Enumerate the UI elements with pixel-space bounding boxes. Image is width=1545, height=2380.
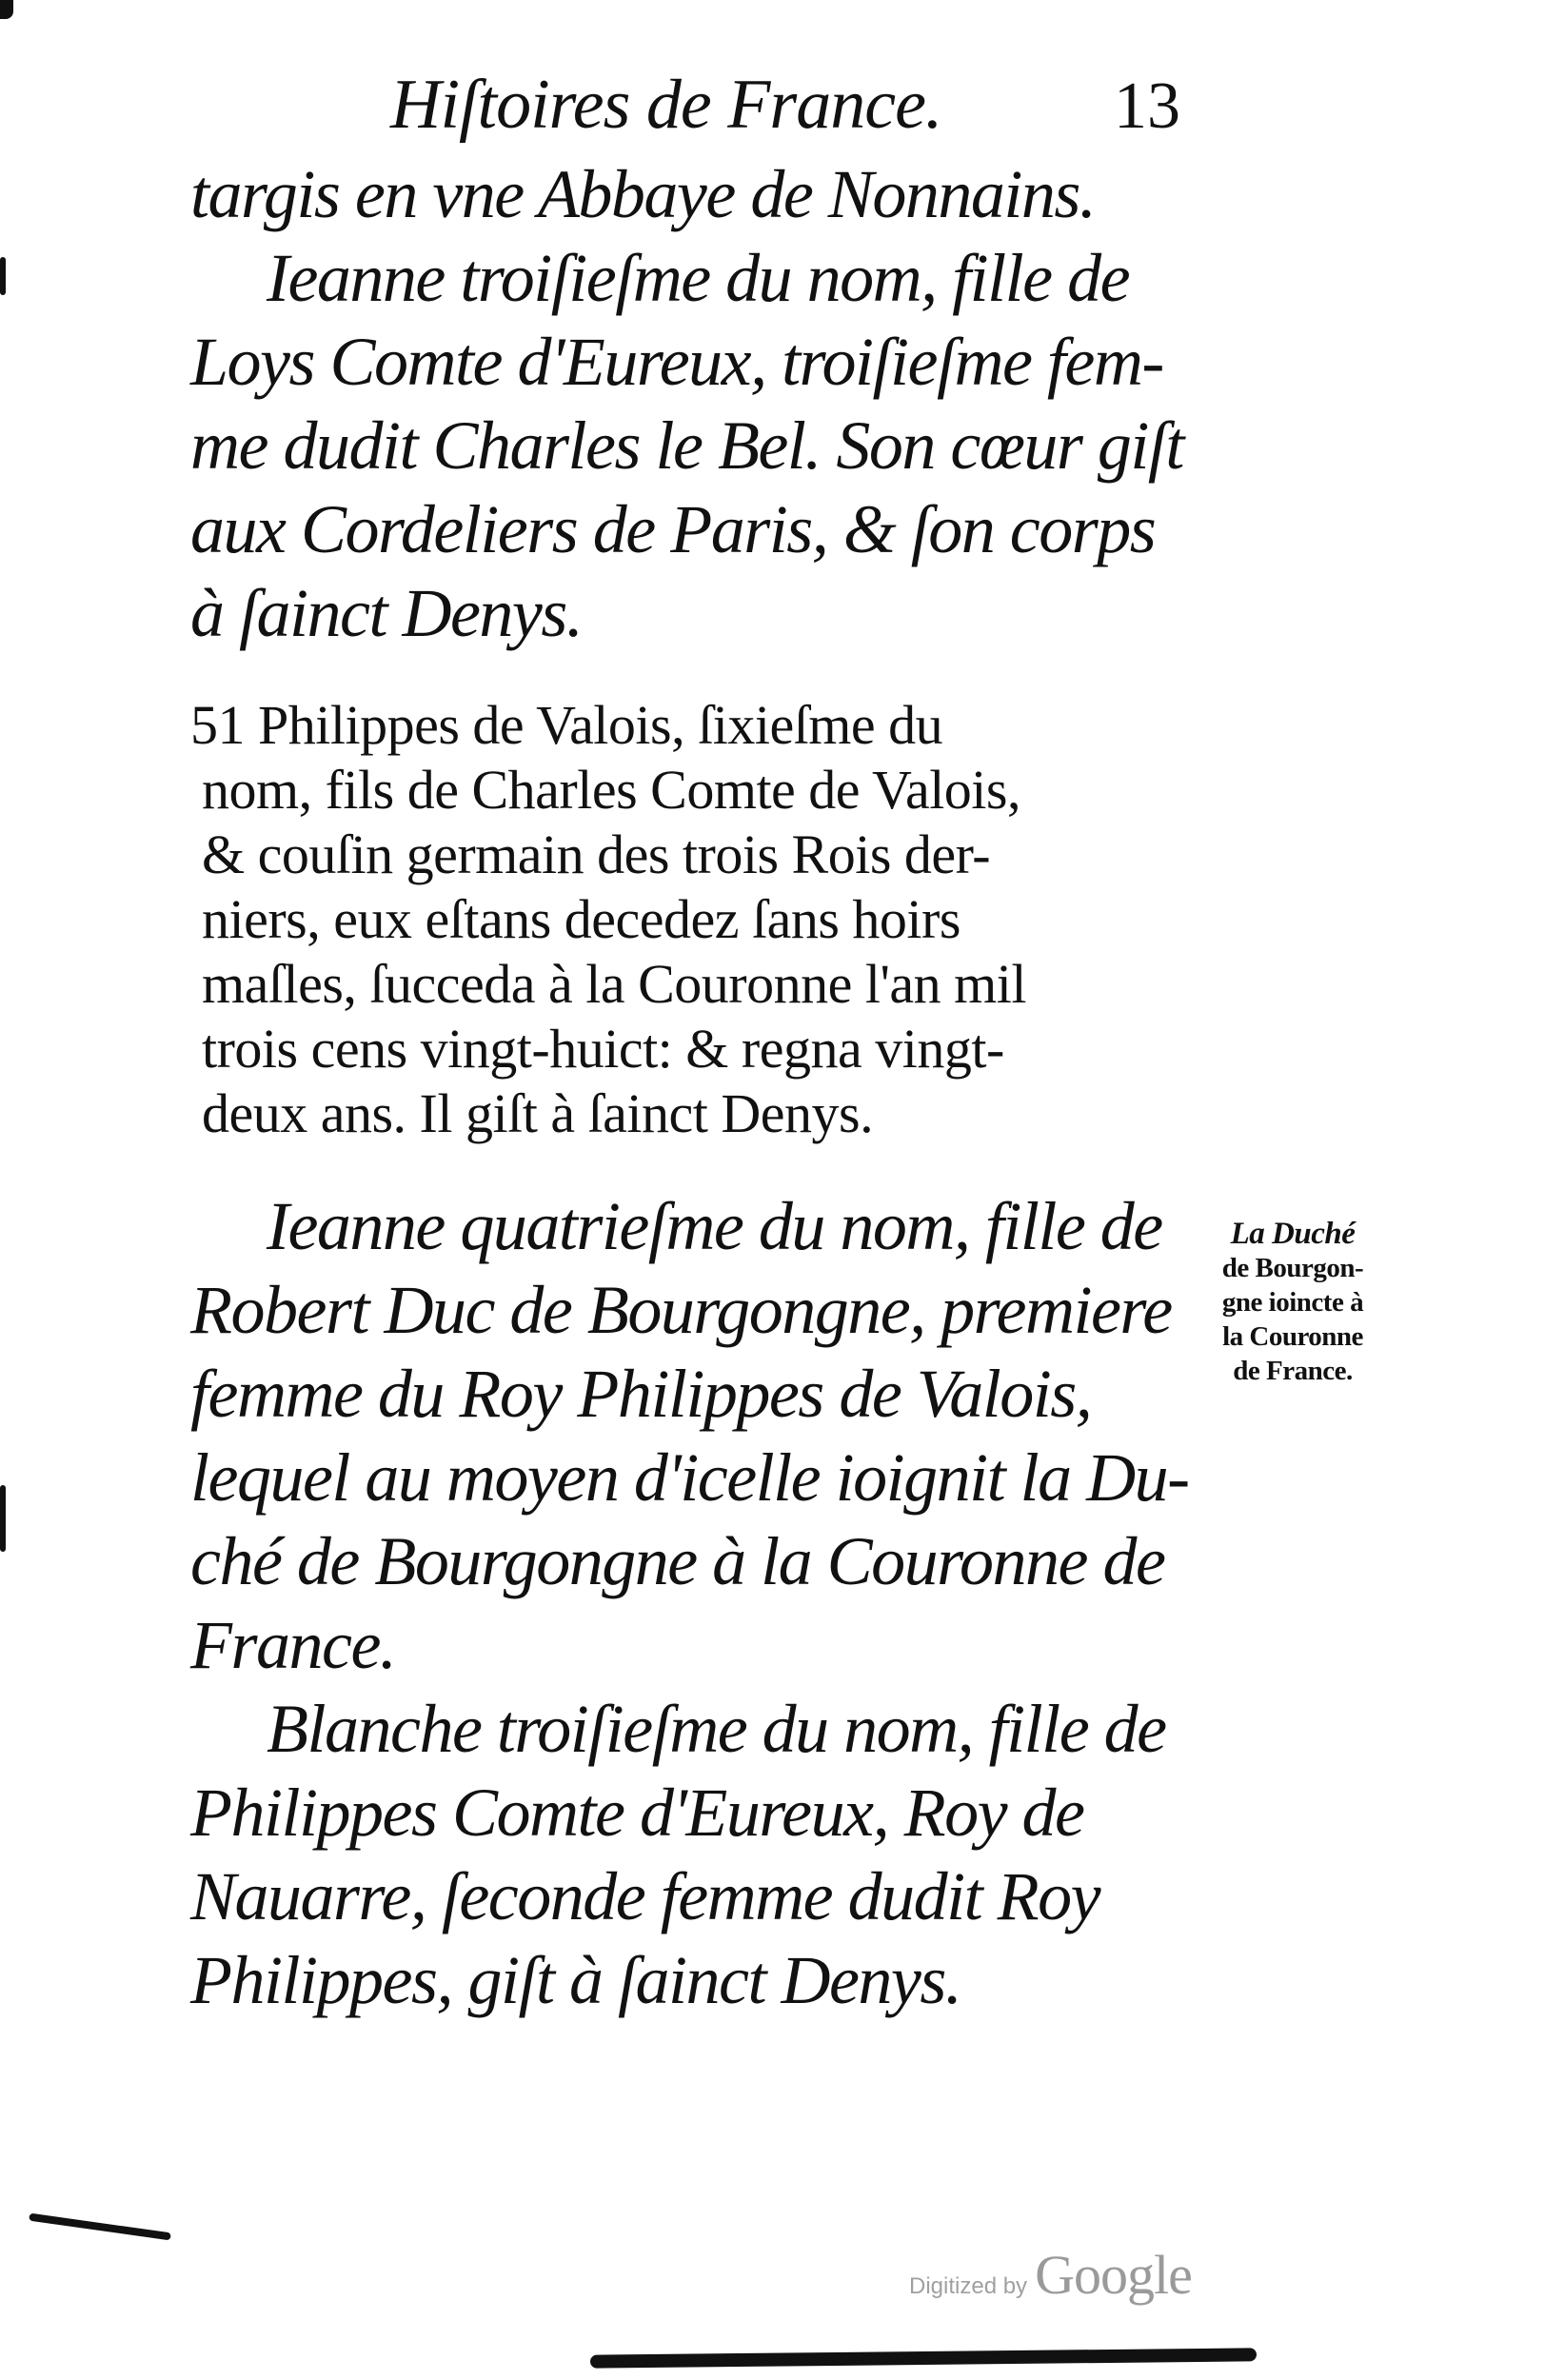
paragraph-blanche-iii <box>190 1687 1190 2022</box>
paragraph-philippe-vi <box>190 693 1190 1146</box>
text-line: targis en vne Abbaye de Nonnains. <box>190 156 1096 232</box>
paragraph-jeanne-iii <box>190 236 1190 655</box>
ink-stroke-mark <box>29 2213 171 2241</box>
text-line: & couſin germain des trois Rois der- <box>202 823 991 885</box>
text-line: ché de Bourgongne à la Couronne de <box>190 1523 1165 1599</box>
text-line: à ſainct Denys. <box>190 575 583 651</box>
text-line: Blanche troiſieſme du nom, fille de <box>267 1691 1166 1767</box>
text-line: aux Cordeliers de Paris, & ſon corps <box>190 491 1156 567</box>
text-line: deux ans. Il giſt à ſainct Denys. <box>202 1082 874 1144</box>
text-line: me dudit Charles le Bel. Son cœur giſt <box>190 407 1183 484</box>
watermark-prefix: Digitized by <box>909 2273 1028 2299</box>
text-line: France. <box>190 1607 396 1683</box>
google-logo: Google <box>1035 2244 1192 2306</box>
running-title: Hiſtoires de France. <box>390 66 942 144</box>
edge-ink-mark <box>0 257 6 295</box>
text-line: Philippes, giſt à ſainct Denys. <box>190 1942 961 2018</box>
paragraph-continuation <box>190 152 1190 236</box>
text-line: Nauarre, ſeconde femme dudit Roy <box>190 1858 1100 1934</box>
note-line: la Couronne <box>1222 1321 1363 1352</box>
main-text <box>190 152 1190 2022</box>
text-line: trois cens vingt-huict: & regna vingt- <box>202 1018 1004 1080</box>
note-line: La Duché <box>1230 1217 1356 1251</box>
text-line: Ieanne troiſieſme du nom, fille de <box>267 240 1130 316</box>
paragraph-jeanne-iv <box>190 1184 1190 1687</box>
text-line: Loys Comte d'Eureux, troiſieſme fem- <box>190 324 1163 400</box>
digitized-watermark <box>909 2243 1192 2307</box>
text-line: Robert Duc de Bourgongne, premiere <box>190 1272 1172 1348</box>
marginal-note <box>1198 1217 1388 1388</box>
page-number: 13 <box>1114 69 1180 143</box>
note-line: de Bourgon- <box>1221 1253 1364 1283</box>
bottom-ink-rule <box>590 2348 1257 2368</box>
note-line: gne ioincte à <box>1221 1287 1364 1318</box>
note-line: de France. <box>1233 1356 1353 1386</box>
running-header <box>390 65 1180 150</box>
text-line: Philippes Comte d'Eureux, Roy de <box>190 1775 1084 1851</box>
text-line: femme du Roy Philippes de Valois, <box>190 1356 1092 1432</box>
edge-ink-mark <box>0 1485 6 1552</box>
text-line: niers, eux eſtans decedez ſans hoirs <box>202 888 961 950</box>
text-line: nom, fils de Charles Comte de Valois, <box>202 759 1020 821</box>
text-line: Ieanne quatrieſme du nom, fille de <box>267 1188 1162 1264</box>
ink-blot-mark <box>0 0 13 19</box>
text-line: 51 Philippes de Valois, ſixieſme du <box>190 694 943 756</box>
text-line: lequel au moyen d'icelle ioignit la Du- <box>190 1439 1189 1516</box>
text-line: maſles, ſucceda à la Couronne l'an mil <box>202 953 1026 1015</box>
